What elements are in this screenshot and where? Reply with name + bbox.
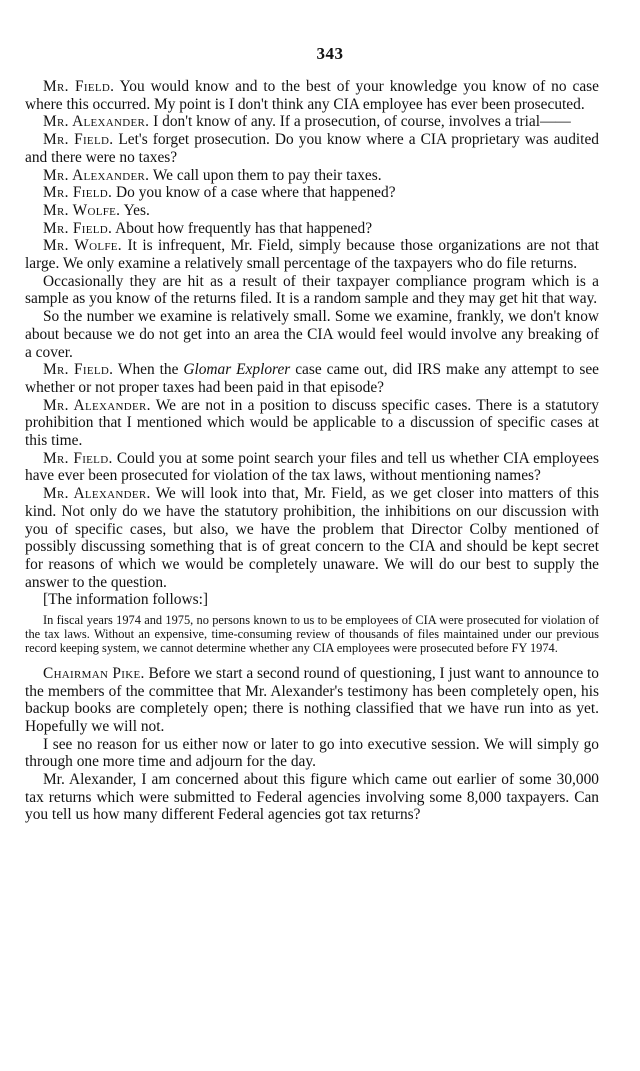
- paragraph-text: About how frequently has that happened?: [115, 219, 373, 237]
- paragraph: [25, 220, 599, 238]
- paragraph-text: Occasionally they are hit as a result of their taxpayer compliance program which is a sample as you know of the returns filed. It is a random sample and they may get hit that way.: [25, 272, 599, 308]
- speaker-name: Mr. Field.: [43, 449, 113, 467]
- paragraph: [25, 665, 599, 736]
- paragraph: [25, 308, 599, 361]
- speaker-name: Mr. Field.: [43, 219, 113, 237]
- speaker-name: Mr. Field.: [43, 78, 115, 95]
- paragraph-text: Could you at some point search your files and tell us whether CIA employees have ever been prosecuted for violation of the tax laws, without mentioning names?: [25, 449, 599, 485]
- speaker-name: Mr. Field.: [43, 361, 114, 379]
- vessel-name: Glomar Explorer: [183, 361, 291, 379]
- paragraph-text: We will look into that, Mr. Field, as we get closer into matters of this kind. Not only do we have the statutory prohibition, the inhibitions on our discussion with you of specific cases, but also, we have the problem that Director Colby mentioned of possibly discussing something that is of great concern to the CIA and should be kept secret for reasons of which we would be completely unaware. We will do our best to supply the answer to the question.: [25, 485, 599, 591]
- paragraph-text: So the number we examine is relatively small. Some we examine, frankly, we don't know about because we do not get into an area the CIA would feel would involve any breaking of a cover.: [25, 308, 599, 361]
- paragraph-text: When the: [117, 361, 184, 379]
- inserted-text: In fiscal years 1974 and 1975, no persons known to us to be employees of CIA were prosecuted for violation of the tax laws. Without an expensive, time-consuming review of thousands of files maintained under our previous record keeping system, we cannot determine whether any CIA employees were prosecuted before FY 1974.: [25, 613, 599, 655]
- paragraph: [25, 167, 599, 185]
- paragraph: [25, 131, 599, 166]
- paragraph-text: We are not in a position to discuss specific cases. There is a statutory prohibition that I mentioned which would be applicable to a discussion of specific cases at this time.: [25, 396, 599, 450]
- paragraph: [25, 397, 599, 450]
- paragraph-text: Do you know of a case where that happened?: [116, 184, 396, 202]
- paragraph: [25, 736, 599, 771]
- speaker-name: Mr. Field.: [43, 131, 114, 149]
- paragraph-text: You would know and to the best of your knowledge you know of no case where this occurred. My point is I don't think any CIA employee has ever been prosecuted.: [25, 78, 599, 113]
- paragraph: [25, 184, 599, 202]
- speaker-name: Mr. Alexander.: [43, 113, 150, 131]
- paragraph-text: We call upon them to pay their taxes.: [152, 166, 382, 184]
- paragraph-text: I don't know of any. If a prosecution, of course, involves a trial——: [153, 113, 571, 131]
- paragraph: [25, 202, 599, 220]
- paragraph-text: Let's forget prosecution. Do you know where a CIA proprietary was audited and there were no taxes?: [25, 131, 599, 166]
- paragraph-text: case came out, did IRS make any attempt to see whether or not proper taxes had been paid in that episode?: [25, 361, 600, 396]
- speaker-name: Mr. Alexander.: [43, 166, 150, 184]
- paragraph-text: Yes.: [123, 201, 150, 219]
- speaker-name: Mr. Field.: [43, 184, 113, 202]
- paragraph: [25, 273, 599, 308]
- document-page: [25, 44, 599, 824]
- paragraph-text: It is infrequent, Mr. Field, simply because those organizations are not that large. We only examine a relatively small percentage of the taxpayers who do file returns.: [25, 237, 599, 273]
- speaker-name: Mr. Alexander.: [43, 485, 151, 503]
- paragraph-text: Before we start a second round of questioning, I just want to announce to the members of the committee that Mr. Alexander's testimony has been completely open, his backup books are completely open; there is nothing classified that we have run into as yet. Hopefully we will not.: [25, 664, 599, 735]
- paragraph: [25, 361, 599, 396]
- paragraph-text: I see no reason for us either now or later to go into executive session. We will simply go through one more time and adjourn for the day.: [25, 735, 599, 771]
- page-number: 343: [316, 44, 344, 63]
- paragraph: [25, 237, 599, 272]
- speaker-name: Mr. Wolfe.: [43, 201, 121, 219]
- bracket-note: [The information follows:]: [43, 591, 208, 609]
- paragraph: [25, 78, 599, 113]
- speaker-name: Mr. Wolfe.: [43, 237, 122, 255]
- paragraph: [25, 771, 599, 824]
- speaker-name: Chairman Pike.: [43, 664, 145, 682]
- paragraph: [25, 485, 599, 591]
- paragraph: [25, 450, 599, 485]
- paragraph: [25, 113, 599, 131]
- speaker-name: Mr. Alexander.: [43, 396, 151, 414]
- inserted-information: [25, 614, 599, 656]
- paragraph-text: Mr. Alexander, I am concerned about this figure which came out earlier of some 30,000 tax returns which were submitted to Federal agencies involving some 8,000 taxpayers. Can you tell us how many different Federal agencies got tax returns?: [25, 771, 599, 824]
